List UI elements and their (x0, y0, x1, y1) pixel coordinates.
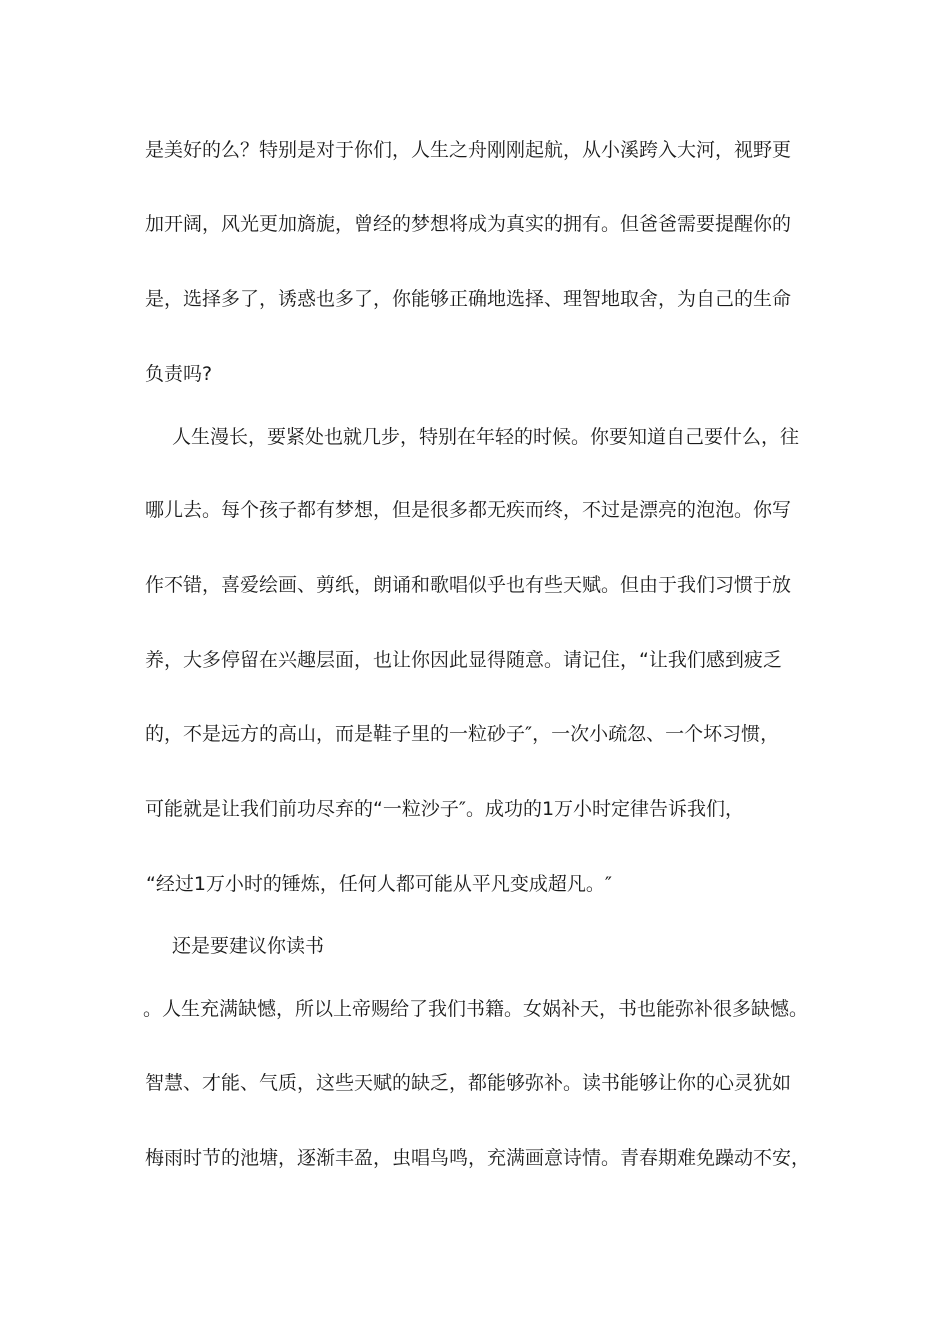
text-line: 智慧、才能、气质，这些天赋的缺乏，都能够弥补。读书能够让你的心灵犹如 (145, 1072, 792, 1094)
text-line: 负责吗? (145, 363, 213, 385)
quote-line: “经过1万小时的锤炼，任何人都可能从平凡变成超凡。″ (146, 873, 613, 895)
text-line: 。人生充满缺憾，所以上帝赐给了我们书籍。女娲补天，书也能弥补很多缺憾。 (143, 998, 809, 1020)
paragraph-start-line: 还是要建议你读书 (172, 935, 325, 957)
paragraph-start-line: 人生漫长，要紧处也就几步，特别在年轻的时候。你要知道自己要什么，往 (172, 426, 800, 448)
text-line: 养，大多停留在兴趣层面，也让你因此显得随意。请记住，“让我们感到疲乏 (145, 649, 782, 671)
text-line: 哪儿去。每个孩子都有梦想，但是很多都无疾而终，不过是漂亮的泡泡。你写 (145, 499, 792, 521)
text-line: 加开阔，风光更加旖旎，曾经的梦想将成为真实的拥有。但爸爸需要提醒你的 (145, 213, 792, 235)
text-line: 是，选择多了，诱惑也多了，你能够正确地选择、理智地取舍，为自己的生命 (145, 288, 792, 310)
text-line: 是美好的么？特别是对于你们，人生之舟刚刚起航，从小溪跨入大河，视野更 (145, 139, 792, 161)
text-line: 可能就是让我们前功尽弃的“一粒沙子″。成功的1万小时定律告诉我们， (145, 798, 745, 820)
text-line: 的，不是远方的高山，而是鞋子里的一粒砂子″，一次小疏忽、一个坏习惯， (145, 723, 780, 745)
text-line: 作不错，喜爱绘画、剪纸，朗诵和歌唱似乎也有些天赋。但由于我们习惯于放 (145, 574, 792, 596)
text-line: 梅雨时节的池塘，逐渐丰盈，虫唱鸟鸣，充满画意诗情。青春期难免躁动不安， (145, 1147, 811, 1169)
